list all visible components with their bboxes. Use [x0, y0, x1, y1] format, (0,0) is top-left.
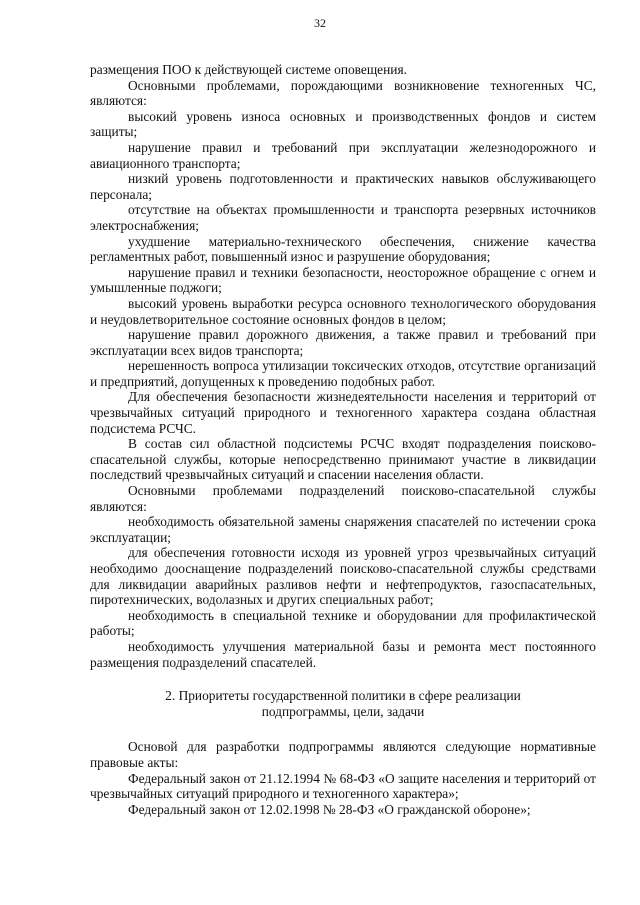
paragraph: высокий уровень выработки ресурса основного технологического оборудования и неудовлетворительное состояние основных фондов в целом; [90, 295, 596, 327]
paragraph: отсутствие на объектах промышленности и транспорта резервных источников электроснабжения; [90, 202, 596, 233]
paragraph: Основными проблемами подразделений поисково-спасательной службы являются: [90, 483, 596, 514]
paragraph: ухудшение материально-технического обеспечения, снижение качества регламентных работ, повышенный износ и разрушение оборудования; [90, 233, 596, 265]
paragraph: нарушение правил дорожного движения, а также правил и требований при эксплуатации всех видов транспорта; [90, 327, 596, 358]
page-number: 32 [314, 16, 326, 30]
paragraph: размещения ПОО к действующей системе оповещения. [90, 62, 407, 77]
paragraph: Основными проблемами, порождающими возникновение техногенных ЧС, являются: [90, 77, 596, 109]
paragraph: Федеральный закон от 12.02.1998 № 28-ФЗ «О гражданской обороне»; [128, 801, 531, 817]
section-heading-line-2: подпрограммы, цели, задачи [261, 703, 425, 719]
paragraph: нерешенность вопроса утилизации токсических отходов, отсутствие организаций и предприятий, допущенных к проведению подобных работ. [90, 358, 596, 389]
paragraph: необходимость улучшения материальной базы и ремонта мест постоянного размещения подразделений спасателей. [90, 638, 596, 670]
paragraph: Основой для разработки подпрограммы являются следующие нормативные правовые акты: [90, 739, 596, 770]
paragraph: Для обеспечения безопасности жизнедеятельности населения и территорий от чрезвычайных ситуаций природного и техногенного характера создана областная подсистема РСЧС. [90, 389, 596, 436]
paragraph: необходимость в специальной технике и оборудовании для профилактической работы; [90, 607, 596, 639]
document-body [90, 62, 596, 817]
paragraph: высокий уровень износа основных и производственных фондов и систем защиты; [90, 108, 596, 140]
paragraph: для обеспечения готовности исходя из уровней угроз чрезвычайных ситуаций необходимо дооснащение подразделений поисково-спасательной службы средствами для ликвидации аварийных разливов нефти и нефтепродуктов, газоспасательных, пиротехнических, водолазных и других специальных работ; [90, 545, 596, 608]
paragraph: нарушение правил и техники безопасности, неосторожное обращение с огнем и умышленные поджоги; [90, 264, 596, 296]
section-heading-line-1: 2. Приоритеты государственной политики в сфере реализации [165, 688, 521, 704]
paragraphs-before-section [90, 62, 596, 670]
paragraph: В состав сил областной подсистемы РСЧС входят подразделения поисково-спасательной службы, которые непосредственно принимают участие в ликвидации последствий чрезвычайных ситуаций и спасении населения области. [90, 436, 596, 483]
paragraphs-after-section [90, 739, 596, 817]
paragraph: низкий уровень подготовленности и практических навыков обслуживающего персонала; [90, 171, 596, 202]
section-heading [90, 688, 596, 719]
paragraph: Федеральный закон от 21.12.1994 № 68-ФЗ «О защите населения и территорий от чрезвычайных ситуаций природного и техногенного характера»; [90, 770, 596, 802]
paragraph: нарушение правил и требований при эксплуатации железнодорожного и авиационного транспорта; [90, 139, 596, 171]
paragraph: необходимость обязательной замены снаряжения спасателей по истечении срока эксплуатации; [90, 514, 596, 545]
